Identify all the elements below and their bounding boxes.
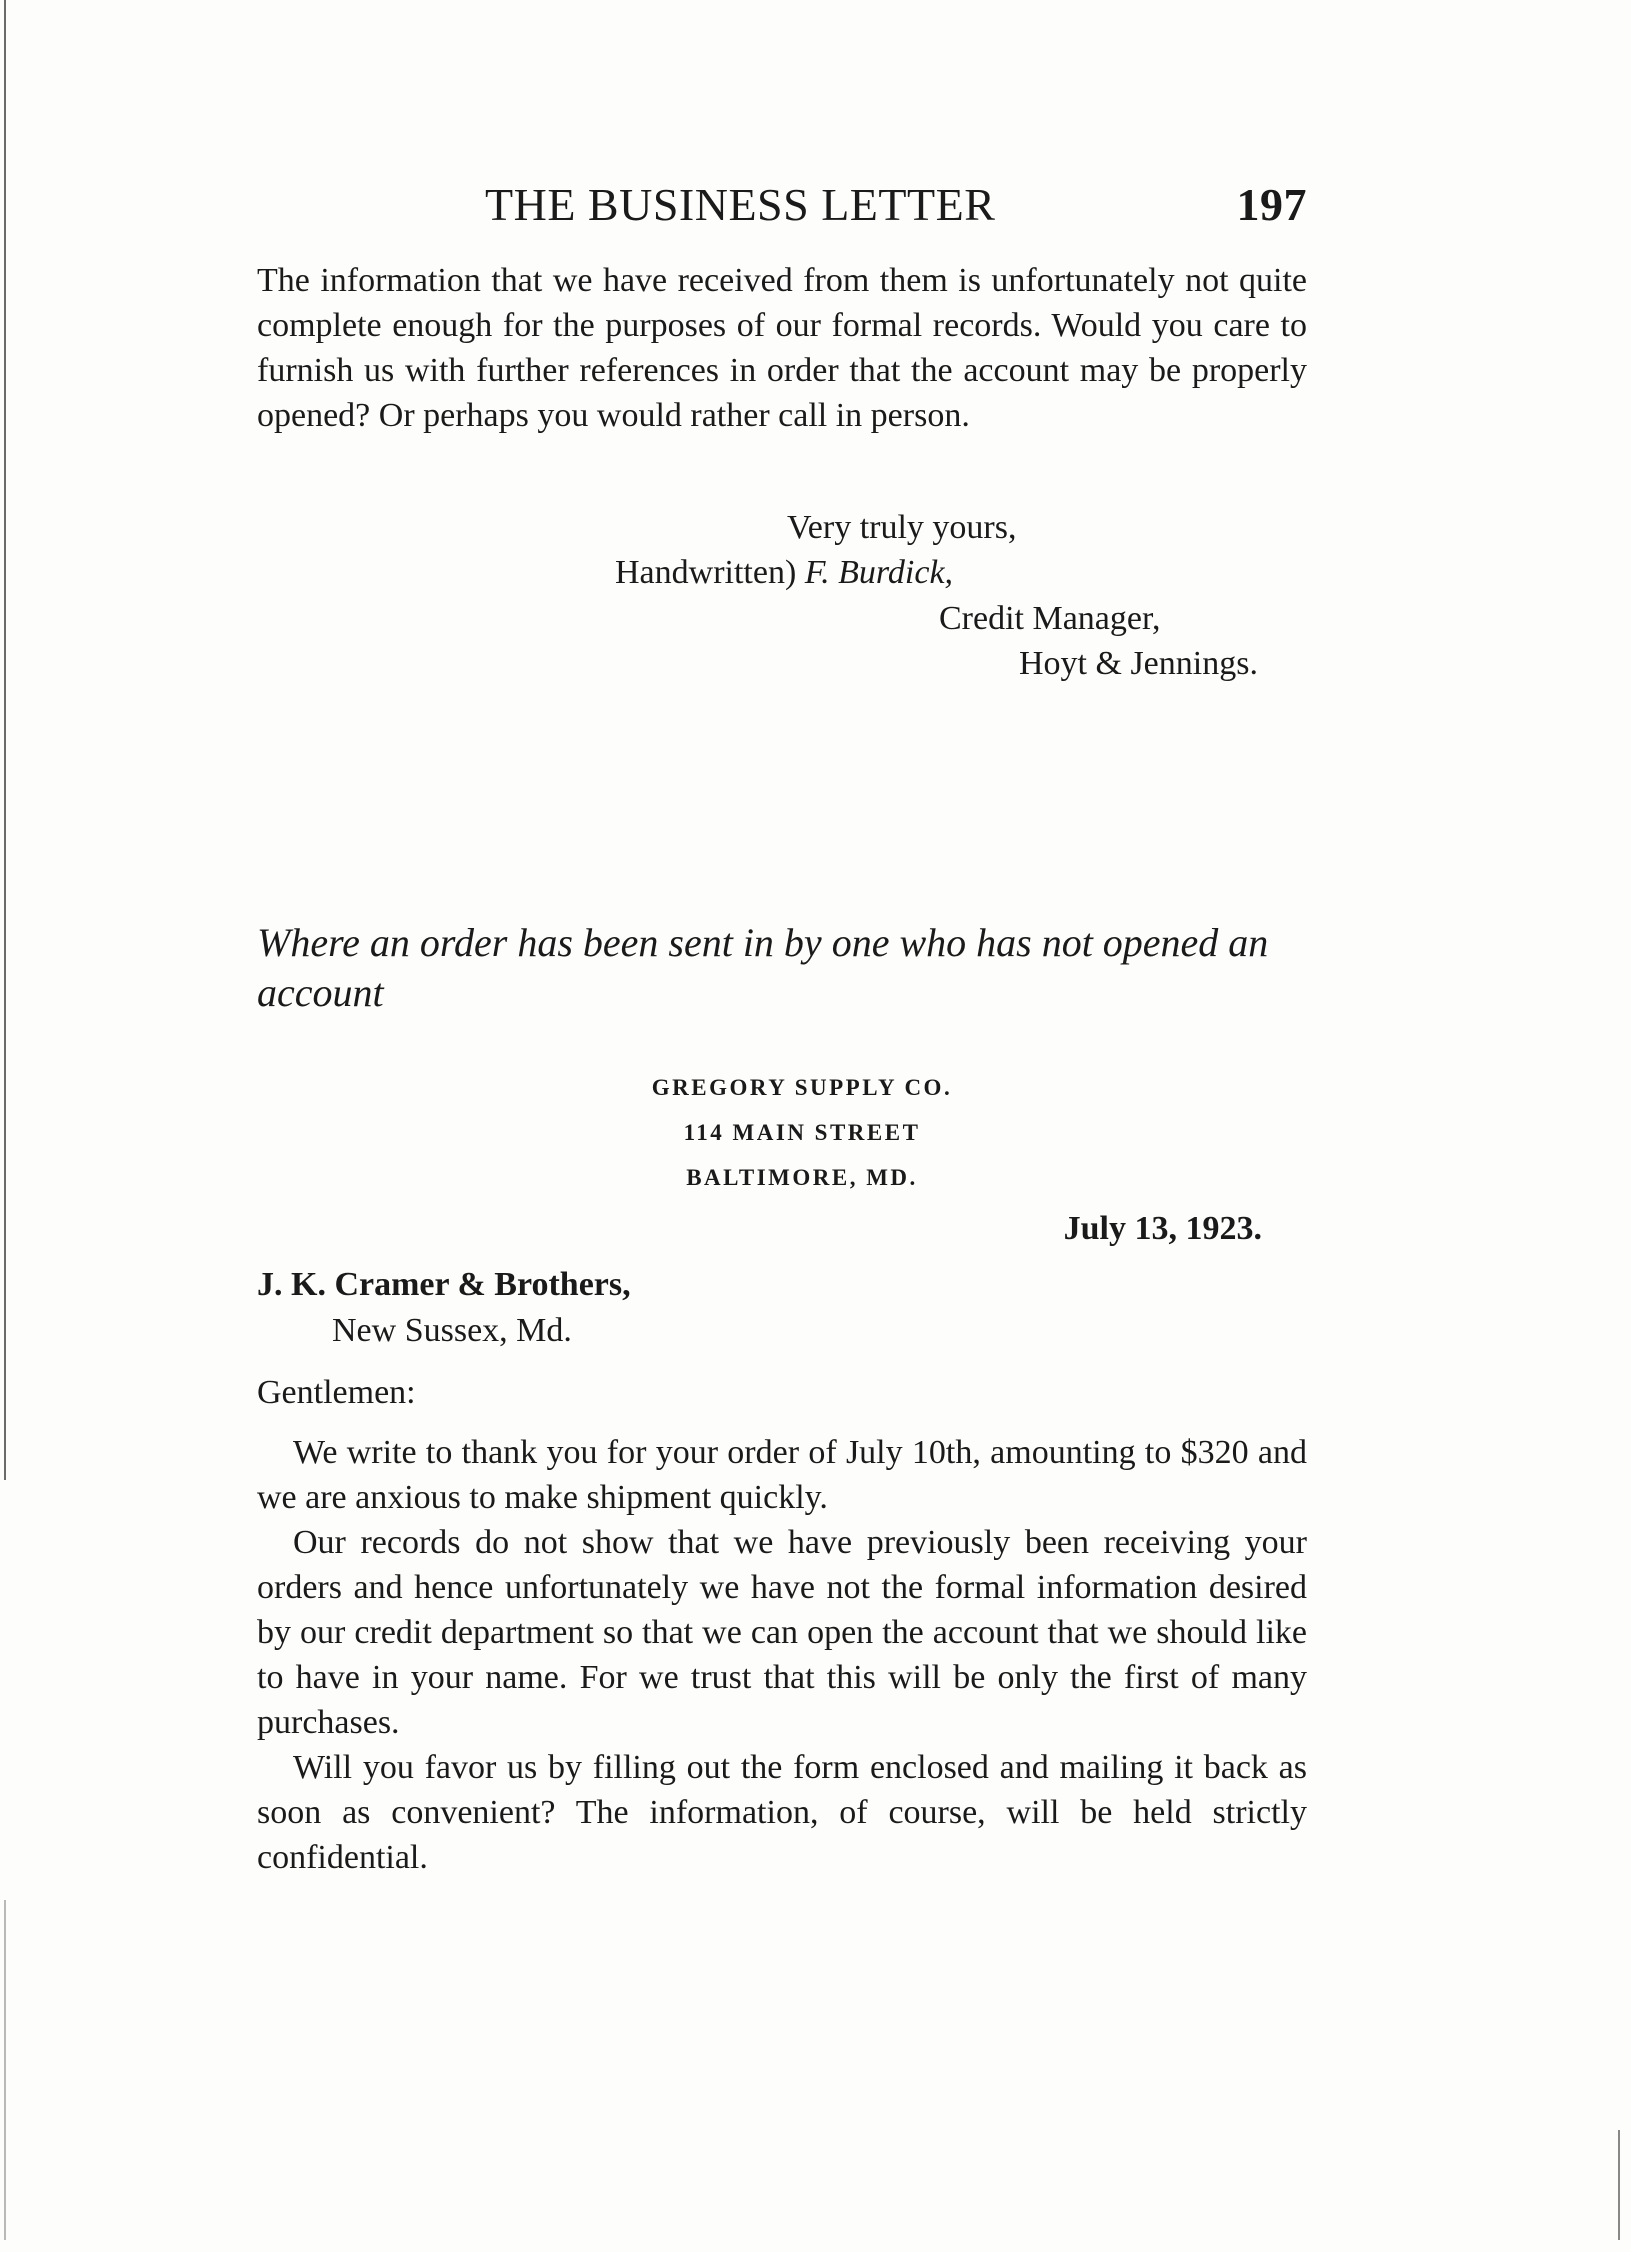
addressee-place: New Sussex, Md. (332, 1312, 572, 1349)
addressee-name: J. K. Cramer & Brothers, (257, 1266, 631, 1303)
salutation: Gentlemen: (257, 1374, 416, 1411)
page-header (257, 178, 1307, 238)
signature-handwritten (615, 550, 953, 595)
running-title: THE BUSINESS LETTER (485, 179, 996, 230)
body-paragraph: We write to thank you for your order of July 10th, amounting to $320 and we are anxious to make shipment quickly. (257, 1434, 1307, 1516)
body-paragraph: Our records do not show that we have previously been receiving your orders and hence unfortunately we have not the formal information desired by our credit department so that we can open the account that we should like to have in your name. For we trust that this will be only the first of many purchases. (257, 1524, 1307, 1741)
left-page-edge-lower (4, 1900, 6, 2240)
letter-date: July 13, 1923. (1063, 1210, 1262, 1247)
signatory-company: Hoyt & Jennings. (1019, 645, 1258, 682)
letterhead-company: GREGORY SUPPLY CO. (651, 1075, 953, 1100)
body-paragraph: Will you favor us by filling out the form enclosed and mailing it back as soon as convenient? The information, of course, will be held strictly confidential. (257, 1749, 1307, 1876)
signatory-name: F. Burdick, (804, 554, 954, 591)
letterhead (257, 1065, 1307, 1200)
right-page-edge (1618, 2130, 1620, 2240)
letterhead-city: BALTIMORE, MD. (686, 1165, 918, 1190)
addressee (257, 1262, 631, 1354)
signature-closing: Very truly yours, (787, 509, 1017, 546)
handwritten-label: Handwritten) (615, 554, 797, 591)
page-number: 197 (1236, 179, 1307, 230)
section-heading: Where an order has been sent in by one who has not opened an account (257, 920, 1269, 1015)
signatory-title: Credit Manager, (939, 600, 1161, 637)
opening-paragraph: The information that we have received from them is unfortunately not quite complete enough for the purposes of our formal records. Would you care to furnish us with further references in order that the account may be properly opened? Or perhaps you would rather call in person. (257, 262, 1307, 434)
letterhead-street: 114 MAIN STREET (683, 1120, 921, 1145)
left-page-edge (4, 0, 6, 1480)
